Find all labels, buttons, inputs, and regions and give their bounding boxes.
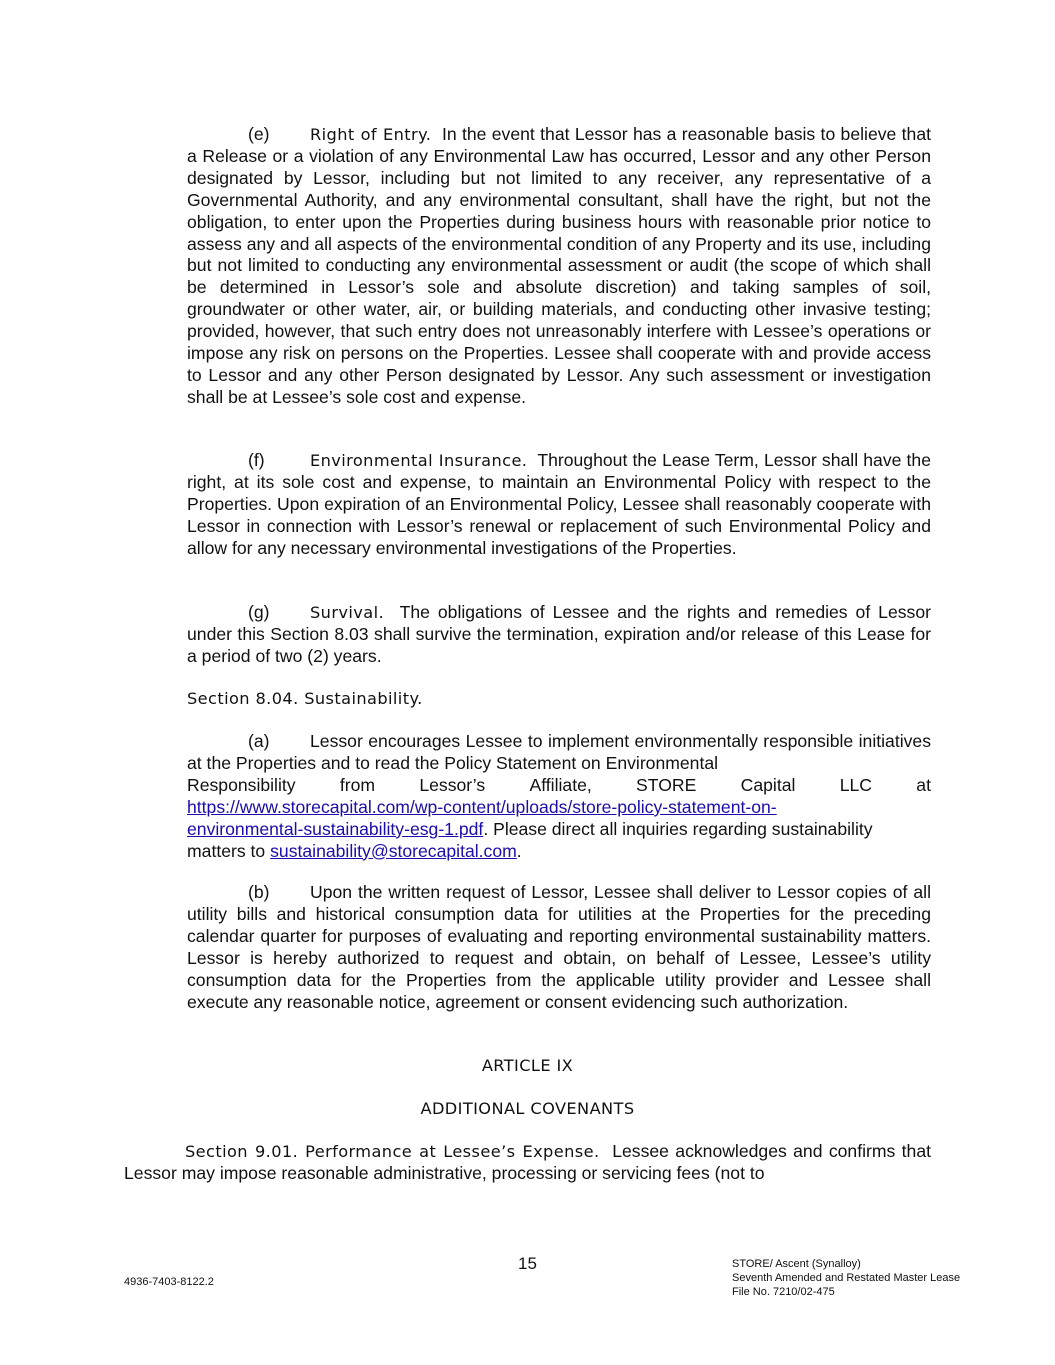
word: Lessor’s [419, 774, 486, 795]
word: from [339, 774, 376, 795]
paragraph-text: Lessor encourages Lessee to implement environmentally responsible initiatives at the Properties and to read the Policy Statement on Environmental [187, 731, 931, 773]
word: Capital [740, 774, 796, 795]
document-id: 4936-7403-8122.2 [124, 1276, 214, 1288]
paragraph-label: (b) [248, 882, 270, 902]
paragraph-text: Throughout the Lease Term, Lessor shall have the right, at its sole cost and expense, to maintain an Environmental Policy with respect to the Properties. Upon expiration of an Environmental Policy, Lessee shall reasonably cooperate with Lessor in connection with Lessor’s renewal or replacement of such Environmental Policy and allow for any necessary environmental investigations of the Properties. [187, 450, 932, 558]
section-heading-8-04 [187, 688, 931, 710]
word: Affiliate, [529, 774, 592, 795]
paragraph-text: Lessee acknowledges and confirms that Lessor may impose reasonable administrative, processing or servicing fees (not to [124, 1141, 931, 1183]
word: Responsibility [187, 774, 296, 795]
word: LLC [839, 774, 872, 795]
paragraph-label: (a) [248, 731, 270, 751]
paragraph-heading: Environmental Insurance. [310, 451, 528, 470]
paragraph-label: (e) [248, 124, 270, 144]
paragraph-text: In the event that Lessor has a reasonable basis to believe that a Release or a violation of any Environmental Law has occurred, Lessor and any other Person designated by Lessor, including but not limited to any receiver, any representative of a Governmental Authority, and any environmental consultant, shall have the right, but not the obligation, to enter upon the Properties during business hours with reasonable prior notice to assess any and all aspects of the environmental condition of any Property and its use, including but not limited to conducting any environmental assessment or audit (the scope of which shall be determined in Lessor’s sole and absolute discretion) and taking samples of soil, groundwater or other water, air, or building materials, and conducting other invasive testing; provided, however, that such entry does not unreasonably interfere with Lessee’s operations or impose any risk on persons on the Properties. Lessee shall cooperate with and provide access to Lessor and any other Person designated by Lessor. Any such assessment or investigation shall be at Lessee’s sole cost and expense. [187, 124, 931, 407]
paragraph-e [187, 124, 931, 409]
page-number: 15 [518, 1254, 537, 1273]
paragraph-b [187, 882, 931, 1013]
section-9-01 [124, 1141, 931, 1185]
section-heading: Section 8.04. Sustainability. [187, 689, 423, 708]
footer-line: STORE/ Ascent (Synalloy) [732, 1258, 861, 1270]
paragraph-text: . Please direct all inquiries regarding sustainability matters to [187, 818, 873, 861]
footer-line: File No. 7210/02-475 [732, 1286, 835, 1298]
sustainability-email-link[interactable]: sustainability@storecapital.com [270, 840, 517, 861]
article-number: ARTICLE IX [481, 1056, 574, 1075]
paragraph-text: . [516, 840, 522, 861]
url-part-1: https://www.storecapital.com/wp-content/uploads/store-policy-statement-on- [187, 796, 777, 817]
paragraph-text: Upon the written request of Lessor, Lessee shall deliver to Lessor copies of all utility bills and historical consumption data for utilities at the Properties for the preceding calendar quarter for purposes of evaluating and reporting environmental sustainability matters. Lessor is hereby authorized to request and obtain, on behalf of Lessee, Lessee’s utility consumption data for the Properties from the applicable utility provider and Lessee shall execute any reasonable notice, agreement or consent evidencing such authorization. [187, 882, 931, 1012]
paragraph-f [187, 450, 931, 560]
paragraph-label: (g) [248, 602, 270, 622]
paragraph-label: (f) [248, 450, 265, 470]
word: STORE [636, 774, 697, 795]
section-heading: Section 9.01. Performance at Lessee’s Expense. [185, 1142, 600, 1161]
paragraph-heading: Survival. [310, 603, 385, 622]
paragraph-a [187, 731, 931, 862]
footer-line: Seventh Amended and Restated Master Lease [732, 1272, 961, 1284]
paragraph-text: The obligations of Lessee and the rights and remedies of Lessor under this Section 8.03 shall survive the termination, expiration and/or release of this Lease for a period of two (2) years. [187, 602, 931, 666]
word: at [916, 774, 931, 795]
article-title: ADDITIONAL COVENANTS [420, 1099, 635, 1118]
paragraph-heading: Right of Entry. [310, 125, 432, 144]
footer-document-info [732, 1257, 960, 1299]
url-part-2: environmental-sustainability-esg-1.pdf [187, 818, 484, 839]
affiliate-line [187, 775, 931, 797]
paragraph-g [187, 602, 931, 668]
